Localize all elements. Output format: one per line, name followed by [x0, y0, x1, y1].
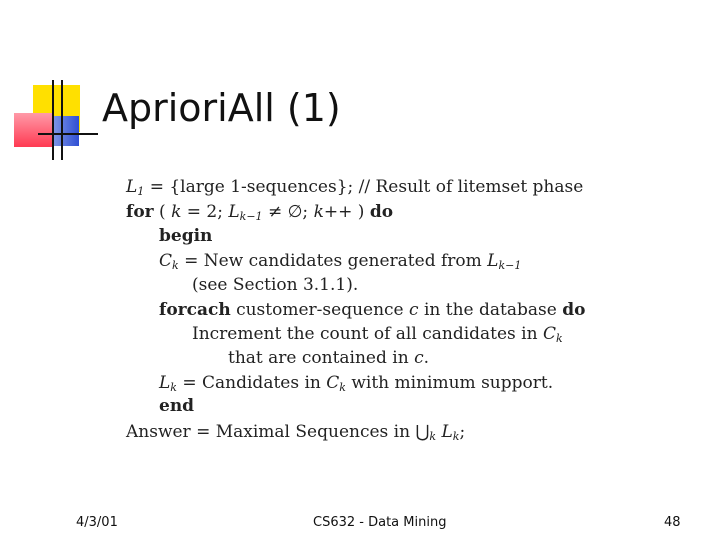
pseudocode-line-1: $L_1$ = {large 1-sequences}; // Result of litemset phase [126, 177, 584, 198]
pseudocode-line-10: end [159, 396, 195, 416]
pseudocode-line-9: $L_k$ = Candidates in $C_k$ with minimum support. [159, 373, 554, 394]
footer-page-number: 48 [664, 515, 681, 530]
footer-course-title: CS632 - Data Mining [313, 515, 447, 530]
logo-vertical-line [52, 80, 54, 160]
slide-logo-decoration [0, 0, 110, 170]
logo-vertical-line [61, 80, 63, 160]
pseudocode-line-11: Answer = Maximal Sequences in $⋃_k$ $L_k$; [126, 422, 466, 443]
pseudocode-line-3: begin [159, 226, 213, 246]
footer-date: 4/3/01 [76, 515, 118, 530]
pseudocode-line-8: that are contained in c. [228, 348, 430, 368]
pseudocode-line-4: $C_k$ = New candidates generated from $L_{k-1}$ [159, 251, 522, 272]
pseudocode-line-7: Increment the count of all candidates in $C_k$ [192, 324, 563, 345]
logo-blue-square [53, 116, 79, 146]
pseudocode-line-5: (see Section 3.1.1). [192, 275, 359, 295]
pseudocode-line-6: forcach customer-sequence c in the database do [159, 300, 586, 320]
pseudocode-line-2: for ( k = 2; $L_{k-1}$ ≠ ∅; k++ ) do [126, 202, 394, 223]
logo-pink-square [14, 113, 54, 147]
slide-title: AprioriAll (1) [102, 86, 341, 130]
logo-horizontal-line [38, 133, 98, 135]
